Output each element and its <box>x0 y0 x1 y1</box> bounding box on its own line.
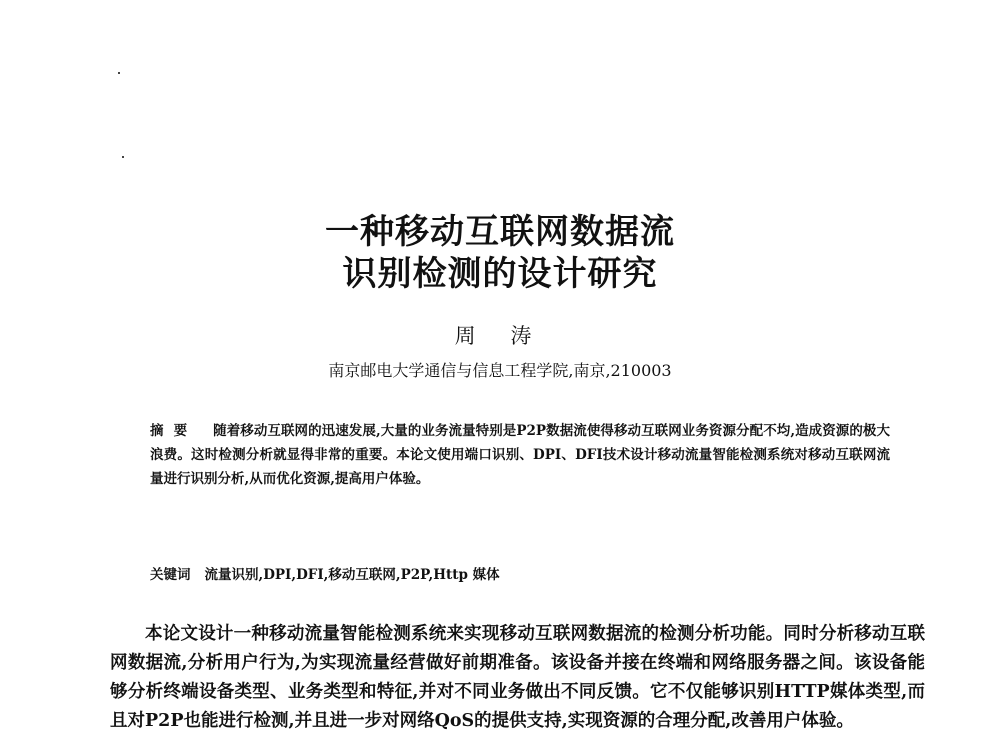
body-paragraph: 本论文设计一种移动流量智能检测系统来实现移动互联网数据流的检测分析功能。同时分析移动互联网数据流,分析用户行为,为实现流量经营做好前期准备。该设备并接在终端和网络服务器之间。该设备能够分析终端设备类型、业务类型和特征,并对不同业务做出不同反馈。它不仅能够识别HTTP媒体类型,而且对P2P也能进行检测,并且进一步对网络QoS的提供支持,实现资源的合理分配,改善用户体验。 <box>110 624 925 731</box>
abstract <box>150 419 890 491</box>
author-affiliation: 南京邮电大学通信与信息工程学院,南京,210003 <box>328 361 672 380</box>
paper-title-line-2: 识别检测的设计研究 <box>342 254 658 294</box>
scan-speck <box>118 72 120 74</box>
abstract-label: 摘要 <box>150 423 198 439</box>
paper-title-line-1: 一种移动互联网数据流 <box>325 212 675 252</box>
keywords-label: 关键词 <box>150 567 191 583</box>
scan-speck <box>122 156 124 158</box>
abstract-text: 随着移动互联网的迅速发展,大量的业务流量特别是P2P数据流使得移动互联网业务资源分配不均,造成资源的极大浪费。这时检测分析就显得非常的重要。本论文使用端口识别、DPI、DFI技术设计移动流量智能检测系统对移动互联网流量进行识别分析,从而优化资源,提高用户体验。 <box>150 423 890 487</box>
body-section <box>110 620 925 736</box>
keywords <box>150 563 890 587</box>
keywords-text: 流量识别,DPI,DFI,移动互联网,P2P,Http 媒体 <box>204 567 500 583</box>
author-name: 周 涛 <box>454 324 546 348</box>
